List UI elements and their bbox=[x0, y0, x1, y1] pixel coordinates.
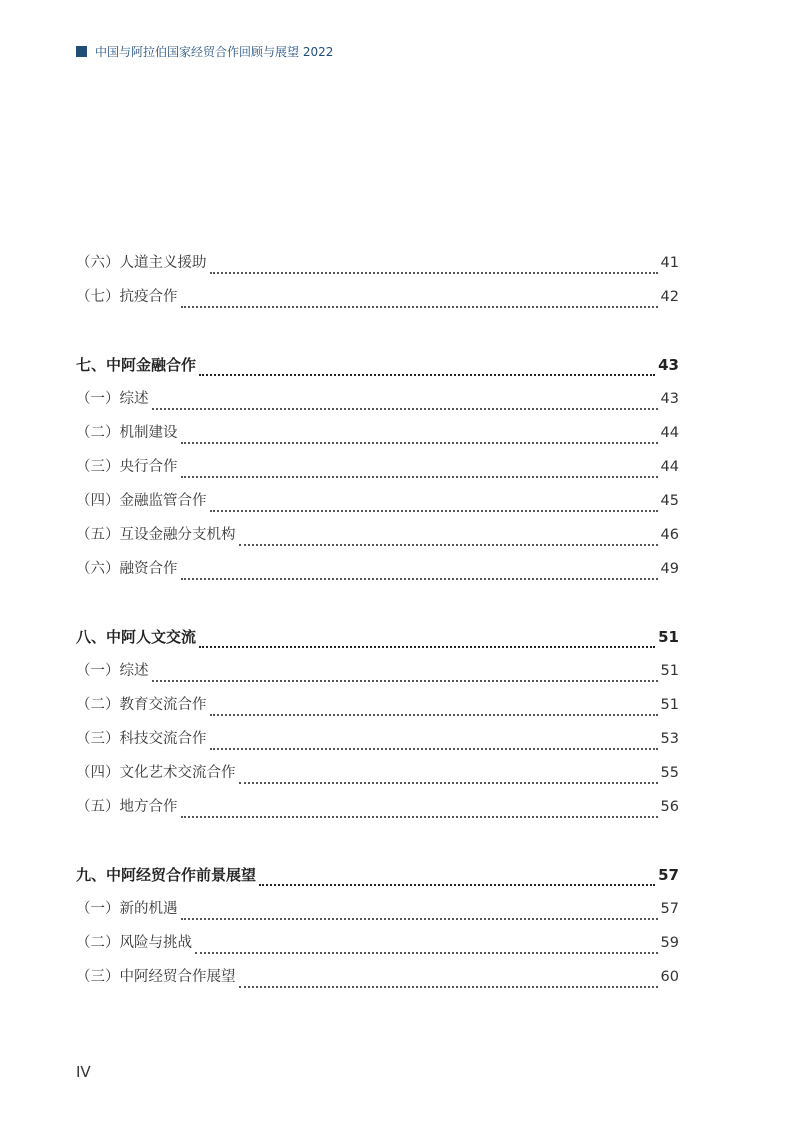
toc-entry-page: 51 bbox=[658, 628, 679, 646]
toc-entry-label: 九、中阿经贸合作前景展望 bbox=[76, 866, 257, 884]
toc-entry-page: 44 bbox=[660, 459, 679, 475]
toc-entry-page: 43 bbox=[660, 391, 679, 407]
toc-leader-dots bbox=[152, 679, 658, 682]
toc-entry-label: 八、中阿人文交流 bbox=[76, 628, 197, 646]
toc-entry-label: （六）融资合作 bbox=[76, 561, 178, 577]
toc-entry-label: （七）抗疫合作 bbox=[76, 289, 178, 305]
toc-leader-dots bbox=[181, 577, 658, 580]
toc-leader-dots bbox=[199, 373, 655, 376]
toc-leader-dots bbox=[239, 781, 658, 784]
toc-chapter-entry[interactable] bbox=[76, 862, 679, 896]
toc-entry-page: 44 bbox=[660, 425, 679, 441]
toc-leader-dots bbox=[195, 951, 658, 954]
toc-entry-label: （一）综述 bbox=[76, 663, 149, 679]
toc-entry-label: （一）综述 bbox=[76, 391, 149, 407]
toc-entry-label: （二）教育交流合作 bbox=[76, 697, 207, 713]
toc-chapter-entry[interactable] bbox=[76, 624, 679, 658]
toc-section-entry[interactable] bbox=[76, 930, 679, 964]
page-number: IV bbox=[76, 1063, 91, 1081]
toc-section-entry[interactable] bbox=[76, 420, 679, 454]
toc-leader-dots bbox=[239, 985, 658, 988]
toc-section-entry[interactable] bbox=[76, 284, 679, 318]
toc-entry-page: 57 bbox=[658, 866, 679, 884]
toc-entry-page: 46 bbox=[660, 527, 679, 543]
toc-leader-dots bbox=[239, 543, 658, 546]
toc-entry-page: 49 bbox=[660, 561, 679, 577]
toc-entry-label: （四）文化艺术交流合作 bbox=[76, 765, 236, 781]
toc-entry-label: （三）中阿经贸合作展望 bbox=[76, 969, 236, 985]
toc-entry-label: （三）央行合作 bbox=[76, 459, 178, 475]
toc-entry-label: 七、中阿金融合作 bbox=[76, 356, 197, 374]
toc-entry-label: （五）互设金融分支机构 bbox=[76, 527, 236, 543]
toc-entry-page: 51 bbox=[660, 697, 679, 713]
toc-entry-label: （五）地方合作 bbox=[76, 799, 178, 815]
toc-entry-page: 43 bbox=[658, 356, 679, 374]
toc-leader-dots bbox=[259, 883, 655, 886]
toc-entry-page: 53 bbox=[660, 731, 679, 747]
toc-leader-dots bbox=[181, 815, 658, 818]
table-of-contents bbox=[76, 250, 679, 998]
toc-section-entry[interactable] bbox=[76, 658, 679, 692]
toc-entry-page: 57 bbox=[660, 901, 679, 917]
toc-section-entry[interactable] bbox=[76, 726, 679, 760]
running-header bbox=[76, 43, 333, 60]
toc-chapter-entry[interactable] bbox=[76, 352, 679, 386]
header-title: 中国与阿拉伯国家经贸合作回顾与展望 2022 bbox=[95, 45, 334, 59]
toc-entry-page: 59 bbox=[660, 935, 679, 951]
toc-leader-dots bbox=[181, 441, 658, 444]
toc-entry-page: 56 bbox=[660, 799, 679, 815]
toc-section-entry[interactable] bbox=[76, 488, 679, 522]
toc-entry-label: （二）风险与挑战 bbox=[76, 935, 192, 951]
toc-leader-dots bbox=[181, 475, 658, 478]
toc-leader-dots bbox=[199, 645, 655, 648]
toc-leader-dots bbox=[210, 747, 658, 750]
toc-leader-dots bbox=[210, 713, 658, 716]
toc-entry-page: 45 bbox=[660, 493, 679, 509]
toc-entry-label: （三）科技交流合作 bbox=[76, 731, 207, 747]
toc-leader-dots bbox=[181, 917, 658, 920]
toc-section-entry[interactable] bbox=[76, 964, 679, 998]
toc-entry-page: 51 bbox=[660, 663, 679, 679]
toc-leader-dots bbox=[210, 271, 658, 274]
toc-entry-page: 60 bbox=[660, 969, 679, 985]
toc-entry-page: 41 bbox=[660, 255, 679, 271]
toc-section-entry[interactable] bbox=[76, 794, 679, 828]
toc-section-entry[interactable] bbox=[76, 896, 679, 930]
toc-leader-dots bbox=[210, 509, 658, 512]
toc-section-entry[interactable] bbox=[76, 386, 679, 420]
toc-section-entry[interactable] bbox=[76, 454, 679, 488]
toc-section-entry[interactable] bbox=[76, 522, 679, 556]
header-square-icon bbox=[76, 46, 87, 57]
toc-entry-label: （二）机制建设 bbox=[76, 425, 178, 441]
toc-entry-page: 42 bbox=[660, 289, 679, 305]
toc-entry-page: 55 bbox=[660, 765, 679, 781]
toc-entry-label: （一）新的机遇 bbox=[76, 901, 178, 917]
toc-leader-dots bbox=[181, 305, 658, 308]
toc-section-entry[interactable] bbox=[76, 760, 679, 794]
toc-section-entry[interactable] bbox=[76, 556, 679, 590]
toc-leader-dots bbox=[152, 407, 658, 410]
toc-entry-label: （四）金融监管合作 bbox=[76, 493, 207, 509]
toc-section-entry[interactable] bbox=[76, 692, 679, 726]
toc-section-entry[interactable] bbox=[76, 250, 679, 284]
toc-entry-label: （六）人道主义援助 bbox=[76, 255, 207, 271]
